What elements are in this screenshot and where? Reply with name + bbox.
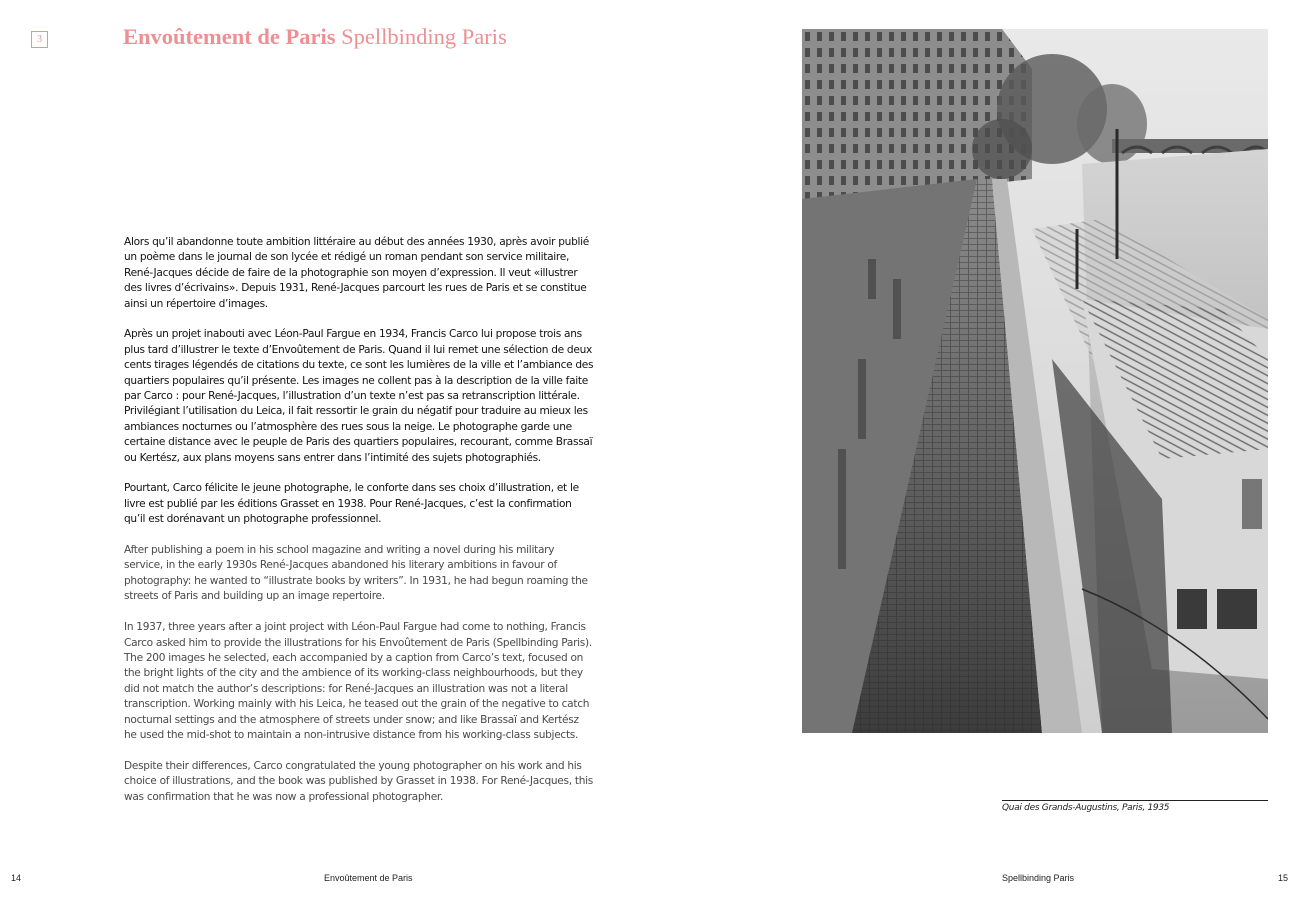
photograph-quai-des-grands-augustins — [802, 29, 1268, 733]
page-number-left: 14 — [11, 873, 22, 883]
title-french: Envoûtement de Paris — [123, 24, 336, 49]
body-text — [124, 235, 594, 820]
paragraph-en-1: After publishing a poem in his school magazine and writing a novel during his military service, in the early 1930s René-Jacques abandoned his literary ambitions in favour of photography: he wanted to “illustrate books by writers”. In 1931, he had begun roaming the streets of Paris and building up an image repertoire. — [124, 544, 588, 603]
chapter-number-badge: 3 — [31, 31, 48, 48]
running-title-right: Spellbinding Paris — [1002, 873, 1075, 883]
paragraph-en-2: In 1937, three years after a joint project with Léon-Paul Fargue had come to nothing, Francis Carco asked him to provide the illustrations for his Envoûtement de Paris (Spellbinding Paris). The 200 images he selected, each accompanied by a caption from Carco’s text, focused on the bright lights of the city and the ambience of its working-class neighbourhoods, but they did not match the author’s descriptions: for René-Jacques an illustration was not a literal transcription. Working mainly with his Leica, he teased out the grain of the negative to catch nocturnal settings and the atmosphere of streets under snow; and like Brassaï and Kertész he used the mid-shot to maintain a non-intrusive distance from his working-class subjects. — [124, 621, 592, 741]
paragraph-fr-2: Après un projet inabouti avec Léon-Paul Fargue en 1934, Francis Carco lui propose trois ans plus tard d’illustrer le texte d’Envoûtement de Paris. Quand il lui remet une sélection de deux cents tirages légendés de citations du texte, ce sont les lumières de la ville et l’ambiance des quartiers populaires qu’il présente. Les images ne collent pas à la description de la ville faite par Carco : pour René-Jacques, l’illustration d’un texte n’est pas sa retranscription littérale. Privilégiant l’utilisation du Leica, il fait ressortir le grain du négatif pour traduire au mieux les ambiances nocturnes ou l’atmosphère des rues sous la neige. Le photographe garde une certaine distance avec le peuple de Paris des quartiers populaires, recourant, comme Brassaï ou Kertész, aux plans moyens sans entrer dans l’intimité des sujets photographiés. — [124, 328, 594, 464]
photo-caption: Quai des Grands-Augustins, Paris, 1935 — [1002, 803, 1170, 813]
caption-rule — [1002, 800, 1268, 801]
paragraph-en-3: Despite their differences, Carco congratulated the young photographer on his work and his choice of illustrations, and the book was published by Grasset in 1938. For René-Jacques, this was confirmation that he was now a professional photographer. — [124, 759, 594, 803]
running-title-left: Envoûtement de Paris — [324, 873, 413, 883]
page-title — [123, 24, 507, 50]
paragraph-fr-1: Alors qu’il abandonne toute ambition littéraire au début des années 1930, après avoir publié un poème dans le journal de son lycée et rédigé un roman pendant son service militaire, René-Jacques décide de faire de la photographie son moyen d’expression. Il veut «illustrer des livres d’écrivains». Depuis 1931, René-Jacques parcourt les rues de Paris et se constitue ainsi un répertoire d’images. — [124, 236, 590, 310]
page-number-right: 15 — [1278, 873, 1289, 883]
paragraph-fr-3: Pourtant, Carco félicite le jeune photographe, le conforte dans ses choix d’illustration, et le livre est publié par les éditions Grasset en 1938. Pour René-Jacques, c’est la confirmation qu’il est dorénavant un photographe professionnel. — [124, 482, 579, 526]
title-english: Spellbinding Paris — [341, 24, 507, 49]
